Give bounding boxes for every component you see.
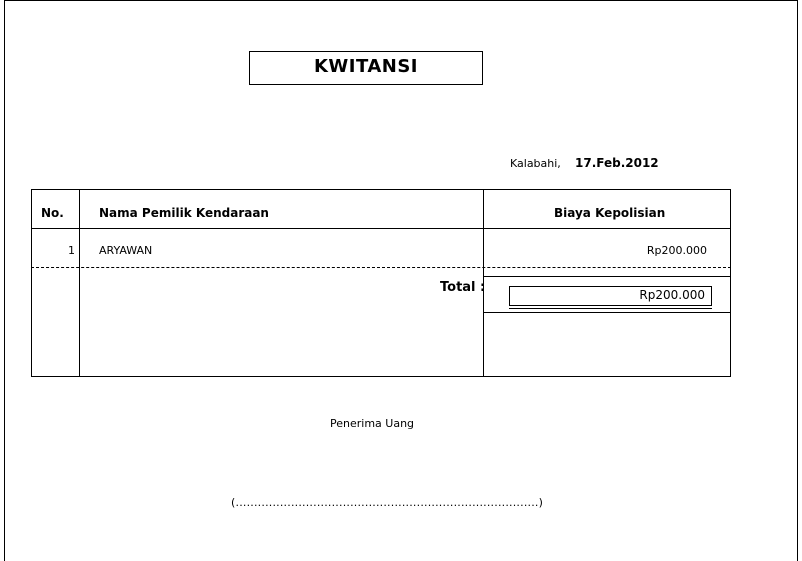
header-name: Nama Pemilik Kendaraan	[99, 206, 269, 220]
column-divider-no	[79, 189, 80, 377]
date-place: Kalabahi,	[510, 157, 561, 170]
total-label: Total :	[440, 280, 486, 295]
total-top-line	[483, 276, 731, 277]
row-no: 1	[68, 244, 75, 257]
table-right-border	[730, 189, 731, 377]
table-top-border	[31, 189, 731, 190]
header-no: No.	[41, 206, 64, 220]
total-value: Rp200.000	[509, 286, 712, 306]
receipt-table	[35, 189, 735, 377]
table-left-border	[31, 189, 32, 377]
row-name: ARYAWAN	[99, 244, 153, 257]
receiver-label: Penerima Uang	[330, 417, 415, 430]
header-fee: Biaya Kepolisian	[554, 206, 666, 220]
row-fee: Rp200.000	[646, 244, 707, 257]
date-value: 17.Feb.2012	[575, 156, 659, 170]
table-bottom-border	[31, 376, 731, 377]
row-separator	[31, 267, 731, 268]
receipt-page	[4, 0, 798, 561]
header-divider	[31, 228, 731, 229]
signature-line: (..................................................................................)	[231, 496, 544, 509]
total-bottom-line	[483, 312, 731, 313]
receipt-title: KWITANSI	[249, 51, 483, 85]
